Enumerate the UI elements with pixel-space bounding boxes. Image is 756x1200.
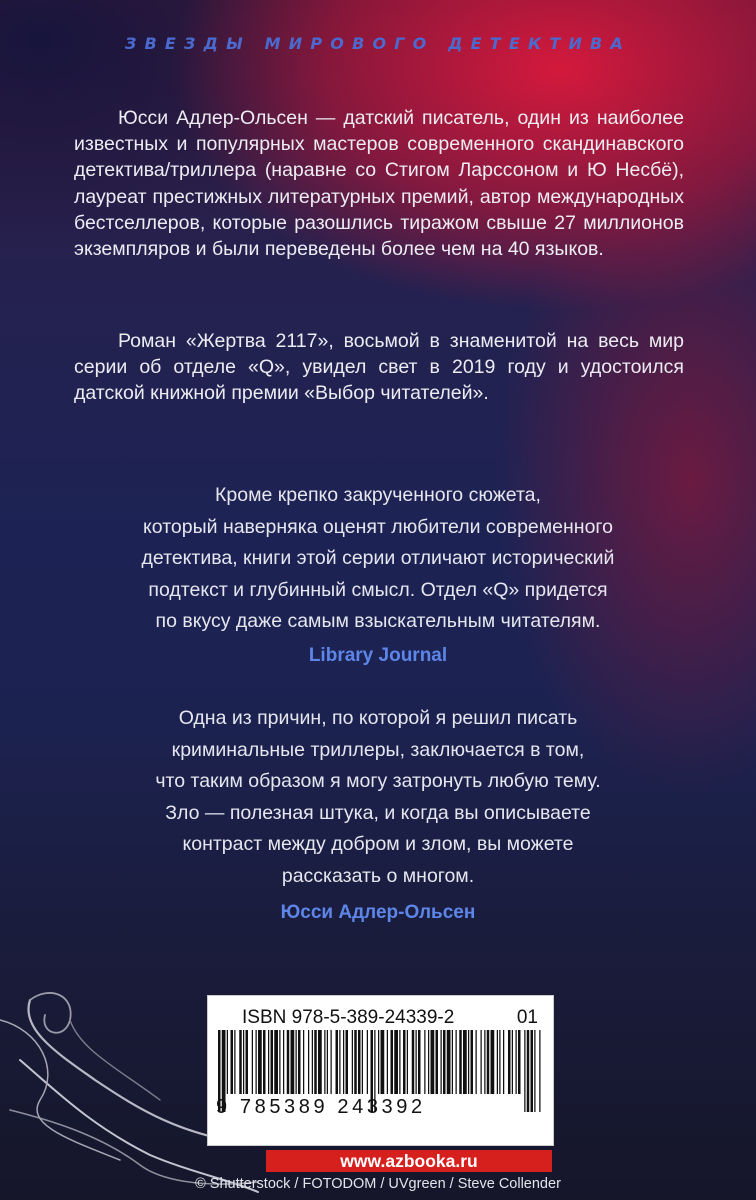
barcode-bar: [343, 1030, 344, 1094]
barcode-bar: [287, 1030, 290, 1094]
barcode-bar: [452, 1030, 453, 1094]
barcode-bar: [291, 1030, 295, 1094]
barcode-bar: [394, 1030, 398, 1094]
website-link[interactable]: www.azbooka.ru: [266, 1150, 552, 1172]
barcode-bar: [258, 1030, 262, 1094]
barcode-bar: [279, 1030, 280, 1094]
barcode-bar: [399, 1030, 400, 1094]
barcode-bar: [531, 1030, 534, 1112]
barcode-bar: [447, 1030, 451, 1094]
barcode-bar: [512, 1030, 513, 1094]
barcode-bar: [539, 1030, 540, 1112]
barcode-bar: [524, 1030, 525, 1112]
barcode-bar: [428, 1030, 429, 1094]
barcode-bar: [468, 1030, 469, 1094]
barcode-bar: [243, 1030, 244, 1094]
barcode-bar: [391, 1030, 394, 1094]
barcode-bar: [227, 1030, 228, 1094]
barcode-bar: [346, 1030, 349, 1094]
barcode-bar: [331, 1030, 332, 1094]
quote-line: подтекст и глубинный смысл. Отдел «Q» придется: [148, 578, 608, 601]
barcode-bar: [378, 1030, 379, 1094]
barcode-bar: [324, 1030, 325, 1094]
barcode-bar: [303, 1030, 304, 1094]
barcode-bar: [481, 1030, 482, 1094]
barcode-bar: [283, 1030, 284, 1094]
barcode-bar: [527, 1030, 530, 1112]
barcode-bar: [271, 1030, 274, 1094]
barcode-bar: [274, 1030, 278, 1094]
barcode-bar: [314, 1030, 317, 1094]
barcode-bar: [443, 1030, 446, 1094]
author-bio-paragraph: Юсси Адлер-Ольсен — датский писатель, один из наиболее известных и популярных мастеров современного скандинавского детектива/триллера (наравне со Стигом Ларссоном и Ю Несбё), лауреат престижных литературных премий, автор международных бестселлеров, которые разошлись тиражом свыше 27 миллионов экземпляров и были переведены более чем на 40 языков.: [74, 107, 684, 261]
barcode-bar: [252, 1030, 253, 1094]
barcode-bar: [499, 1030, 500, 1094]
barcode-bar: [312, 1030, 313, 1094]
barcode-bar: [358, 1030, 361, 1094]
barcode-bar: [416, 1030, 417, 1094]
author-quote: [90, 703, 666, 892]
quote-attribution: Юсси Адлер-Ольсен: [280, 902, 476, 923]
barcode-bar: [518, 1030, 521, 1094]
quote-line: рассказать о многом.: [281, 864, 475, 887]
barcode-bar: [516, 1030, 517, 1094]
barcode-bar: [436, 1030, 439, 1094]
quote-line: Кроме крепко закрученного сюжета,: [215, 484, 541, 506]
barcode-bar: [497, 1030, 498, 1094]
review-quote: [90, 480, 666, 638]
barcode-bar: [239, 1030, 242, 1094]
barcode-bar: [508, 1030, 511, 1094]
quote-line: что таким образом я могу затронуть любую тему.: [155, 770, 601, 792]
barcode-bar: [424, 1030, 425, 1094]
barcode-bar: [476, 1030, 477, 1094]
quote-line: по вкусу даже самым взыскательным читателям.: [155, 610, 601, 632]
barcode-bar: [336, 1030, 339, 1094]
isbn-addon: 01: [516, 1007, 538, 1028]
barcode-bar: [484, 1030, 485, 1094]
barcode-bar: [268, 1030, 269, 1094]
ean-digits: 9 785389 243392: [216, 1096, 426, 1118]
barcode-bar: [298, 1030, 301, 1094]
barcode-bar: [459, 1030, 462, 1094]
barcode-bar: [231, 1030, 234, 1094]
barcode-bar: [246, 1030, 249, 1094]
barcode-bar: [407, 1030, 408, 1094]
barcode-bar: [441, 1030, 442, 1094]
barcode-bar: [362, 1030, 363, 1094]
barcode-bar: [412, 1030, 415, 1094]
barcode-bar: [339, 1030, 340, 1094]
barcode-bar: [418, 1030, 421, 1094]
barcode-bar: [431, 1030, 435, 1094]
barcode-bar: [487, 1030, 490, 1094]
barcode-bar: [296, 1030, 297, 1094]
barcode-bar: [403, 1030, 406, 1094]
barcode-bar: [234, 1030, 235, 1094]
novel-description-paragraph: Роман «Жертва 2117», восьмой в знаменитой на весь мир серии об отделе «Q», увидел свет в 2019 году и удостоился датской книжной премии «Выбор читателей».: [74, 330, 684, 405]
barcode-bar: [456, 1030, 457, 1094]
barcode-bar: [491, 1030, 495, 1094]
barcode-bar: [263, 1030, 266, 1094]
photo-credits: © Shutterstock / FOTODOM / UVgreen / Steve Collender: [195, 1176, 561, 1192]
barcode-bar: [503, 1030, 504, 1094]
isbn-text: [242, 1007, 546, 1029]
series-title: ЗВЕЗДЫ МИРОВОГО ДЕТЕКТИВА: [124, 34, 632, 53]
isbn-number: ISBN 978-5-389-24339-2: [242, 1007, 455, 1028]
barcode-bar: [354, 1030, 357, 1094]
barcode-bar: [471, 1030, 474, 1094]
quote-line: Зло — полезная штука, и когда вы описываете: [165, 801, 591, 824]
barcode-bar: [534, 1030, 535, 1112]
quote-line: детектива, книги этой серии отличают исторический: [141, 547, 615, 569]
barcode-bar: [352, 1030, 353, 1094]
quote-line: контраст между добром и злом, вы можете: [182, 833, 574, 855]
barcode-bar: [463, 1030, 467, 1094]
barcode-bar: [256, 1030, 257, 1094]
barcode-block: [207, 995, 554, 1146]
barcode-bar: [318, 1030, 322, 1094]
barcode-bar: [367, 1030, 368, 1094]
quote-attribution: Library Journal: [308, 645, 448, 666]
quote-line: Одна из причин, по которой я решил писать: [178, 707, 578, 729]
barcode-bar: [327, 1030, 328, 1094]
quote-line: криминальные триллеры, заключается в том,: [171, 738, 585, 761]
barcode-bar: [387, 1030, 388, 1094]
quote-line: который наверняка оценят любители современного: [143, 515, 613, 538]
barcode-bar: [381, 1030, 385, 1094]
barcode-bar: [308, 1030, 309, 1094]
